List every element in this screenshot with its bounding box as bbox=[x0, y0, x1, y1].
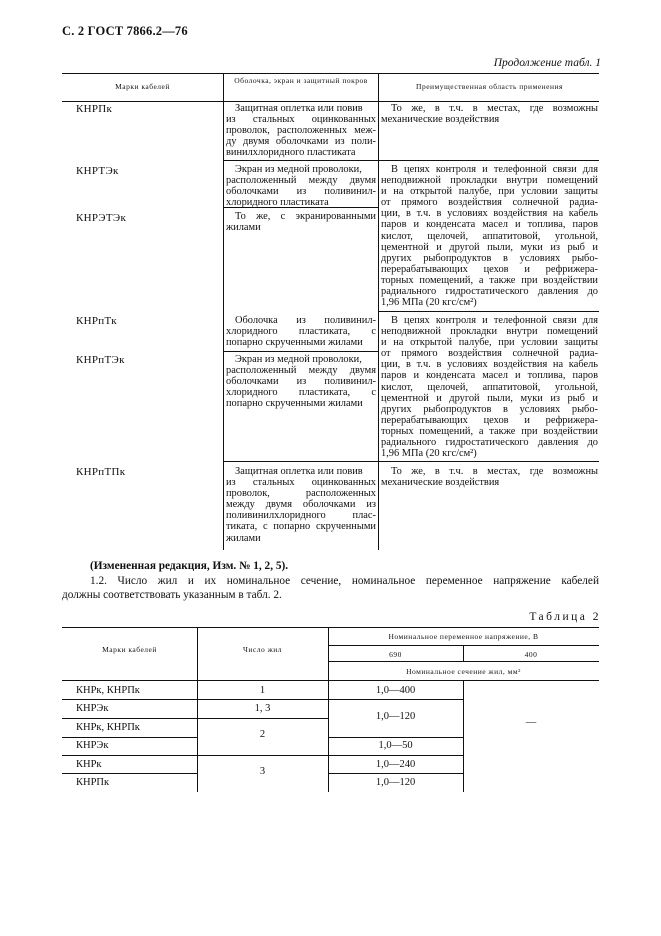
cover-line: Защитная оплетка или повив bbox=[235, 466, 363, 477]
cover-line: оболочками из поливинил- bbox=[226, 186, 376, 198]
cover-line: жилами bbox=[226, 222, 261, 234]
cover-line: расположенный между двумя bbox=[226, 175, 376, 187]
area-line: механические воздействия bbox=[381, 477, 500, 489]
table1-mark: КНРпТЭк bbox=[76, 354, 125, 366]
area-line: и на открытой палубе, при условии защиты bbox=[381, 337, 598, 349]
area-line: В цепях контроля и телефонной связи для bbox=[391, 164, 598, 175]
table2-cores: 3 bbox=[259, 766, 266, 777]
table2-cores: 1, 3 bbox=[254, 703, 271, 714]
table2-header-400: 400 bbox=[524, 650, 538, 659]
table1-row-rule bbox=[223, 461, 378, 462]
cover-line: попарно скрученными жилами bbox=[226, 398, 363, 410]
area-line: радиального гидростатического давления до bbox=[381, 286, 598, 298]
table2-header-marks: Марки кабелей bbox=[102, 645, 157, 654]
area-line: паров и конденсата масел и топлива, паров bbox=[381, 219, 598, 231]
area-line: от прямого воздействия солнечной радиа- bbox=[381, 197, 598, 209]
table2-header-voltage: Номинальное переменное напряжение, В bbox=[388, 632, 539, 641]
table2-header-rule bbox=[62, 680, 599, 681]
area-line: цементной и другой пыли, муки из рыб и bbox=[381, 241, 598, 253]
table2-row-rule bbox=[328, 773, 463, 774]
table2-section-400-dash: — bbox=[525, 717, 537, 728]
cover-line: То же, с экранированными bbox=[235, 211, 376, 222]
table2-section-690: 1,0—50 bbox=[378, 740, 413, 751]
table2-mark: КНРЭк bbox=[76, 703, 109, 714]
cover-line: проволок, расположенных bbox=[226, 488, 376, 500]
table1-area-group-2 bbox=[381, 315, 598, 459]
area-line: цементной и другой пыли, муки из рыб и bbox=[381, 392, 598, 404]
table2-section-690: 1,0—240 bbox=[375, 759, 416, 770]
cover-line: ду двумя оболочками из поли- bbox=[226, 136, 376, 148]
table2-row-rule bbox=[62, 755, 463, 756]
area-line: неподвижной прокладки внутри помещений bbox=[381, 326, 598, 338]
table1-cover-cell bbox=[226, 466, 376, 544]
cover-line: Оболочка из поливинил- bbox=[235, 315, 376, 326]
table1-row-rule bbox=[223, 160, 378, 161]
table2-header-690: 690 bbox=[389, 650, 402, 659]
table2-row-rule bbox=[328, 737, 463, 738]
table1-cover-cell bbox=[226, 164, 376, 208]
table1-mark: КНРЭТЭк bbox=[76, 212, 127, 224]
table2-top-rule bbox=[62, 627, 599, 628]
table2-mark: КНРк bbox=[76, 759, 102, 770]
table1-area-cell bbox=[381, 103, 598, 125]
table2-mark: КНРк, КНРПк bbox=[76, 685, 140, 696]
table1-cover-cell bbox=[226, 211, 376, 233]
cover-line: попарно скрученными жилами bbox=[226, 337, 363, 349]
cover-line: винилхлоридного пластиката bbox=[226, 147, 356, 159]
table1-area-cell bbox=[381, 466, 598, 488]
area-line: и на открытой палубе, при условии защиты bbox=[381, 186, 598, 198]
cover-line: Экран из медной проволоки, bbox=[235, 164, 362, 175]
table1-col-divider-1 bbox=[223, 73, 224, 550]
area-line: торных помещений, а также при воздействии bbox=[381, 425, 598, 437]
paragraph-1-2-line-1: 1.2. Число жил и их номинальное сечение, номинальное переменное напряжение кабелей bbox=[90, 575, 599, 587]
table2-section-690: 1,0—120 bbox=[375, 711, 416, 722]
table1-area-group-1 bbox=[381, 164, 598, 308]
cover-line: расположенный между двумя bbox=[226, 365, 376, 377]
table1-cover-cell bbox=[226, 103, 376, 158]
table1-header-marks: Марки кабелей bbox=[115, 82, 170, 91]
amendment-note: (Измененная редакция, Изм. № 1, 2, 5). bbox=[90, 560, 289, 572]
table-2-title: Таблица 2 bbox=[529, 611, 601, 623]
table1-row-rule bbox=[378, 461, 599, 462]
table1-header-rule bbox=[62, 101, 599, 102]
area-line: То же, в т.ч. в местах, где возможны bbox=[391, 466, 598, 477]
area-line: неподвижной прокладки внутри помещений bbox=[381, 175, 598, 187]
area-line: перерабатывающих цехов и рефрижера- bbox=[381, 263, 598, 275]
area-line: торных помещений, а также при воздействии bbox=[381, 274, 598, 286]
table2-voltage-values-rule bbox=[328, 661, 599, 662]
table2-row-rule bbox=[62, 737, 197, 738]
cover-line: тиката, с попарно скрученными bbox=[226, 521, 376, 533]
table1-row-rule bbox=[378, 160, 599, 161]
area-line: радиального гидростатического давления до bbox=[381, 437, 598, 449]
area-line: механические воздействия bbox=[381, 114, 500, 126]
cover-line: Экран из медной проволоки, bbox=[235, 354, 362, 365]
table1-header-cover: Оболочка, экран и защитный покров bbox=[234, 76, 368, 85]
table1-top-rule bbox=[62, 73, 599, 74]
area-line: от прямого воздействия солнечной радиа- bbox=[381, 348, 598, 360]
area-line: кислот, щелочей, аппатитовой, угольной, bbox=[381, 230, 598, 242]
cover-line: из стальных оцинкованных bbox=[226, 114, 376, 126]
table1-mark: КНРпТПк bbox=[76, 466, 126, 478]
cover-line: хлоридного пластиката, с bbox=[226, 326, 376, 338]
area-line: кислот, щелочей, аппатитовой, угольной, bbox=[381, 381, 598, 393]
cover-line: между двумя оболочками из bbox=[226, 499, 376, 511]
table1-mark: КНРпТк bbox=[76, 315, 117, 327]
table2-header-section: Номинальное сечение жил, мм² bbox=[406, 667, 521, 676]
area-line: ции, в т.ч. в условиях воздействия на кабель bbox=[381, 208, 598, 220]
page-header: С. 2 ГОСТ 7866.2—76 bbox=[62, 24, 188, 38]
area-line: В цепях контроля и телефонной связи для bbox=[391, 315, 598, 326]
table1-row-rule bbox=[223, 351, 378, 352]
table1-cover-cell bbox=[226, 354, 376, 409]
table2-mark: КНРк, КНРПк bbox=[76, 722, 140, 733]
cover-line: жилами bbox=[226, 532, 261, 544]
table2-cores: 2 bbox=[259, 729, 266, 740]
area-line: ции, в т.ч. в условиях воздействия на кабель bbox=[381, 359, 598, 371]
cover-line: хлоридного пластиката bbox=[226, 197, 329, 209]
cover-line: Защитная оплетка или повив bbox=[235, 103, 363, 114]
table2-section-690: 1,0—120 bbox=[375, 777, 416, 788]
cover-line: хлоридного пластиката, с bbox=[226, 387, 376, 399]
area-line: 1,96 МПа (20 кгс/см²) bbox=[381, 297, 477, 309]
table2-row-rule bbox=[197, 718, 328, 719]
paragraph-1-2-line-2: должны соответствовать указанным в табл. 2. bbox=[62, 589, 282, 601]
table-continuation-label: Продолжение табл. 1 bbox=[493, 57, 601, 69]
table2-mark: КНРПк bbox=[76, 777, 110, 788]
table2-header-cores: Число жил bbox=[242, 645, 283, 654]
cover-line: оболочками из поливинил- bbox=[226, 376, 376, 388]
area-line: То же, в т.ч. в местах, где возможны bbox=[391, 103, 598, 114]
table2-row-rule bbox=[62, 699, 463, 700]
table1-mark: КНРПк bbox=[76, 103, 113, 115]
table1-row-rule bbox=[378, 311, 599, 312]
cover-line: из стальных оцинкованных bbox=[226, 477, 376, 489]
area-line: паров и конденсата масел и топлива, паров bbox=[381, 370, 598, 382]
area-line: перерабатывающих цехов и рефрижера- bbox=[381, 414, 598, 426]
table2-row-rule bbox=[62, 773, 197, 774]
table1-mark: КНРТЭк bbox=[76, 165, 119, 177]
table1-cover-cell bbox=[226, 315, 376, 348]
cover-line: поливинилхлоридного плас- bbox=[226, 510, 376, 522]
table2-mark: КНРЭк bbox=[76, 740, 109, 751]
table2-col-divider-3b bbox=[463, 680, 464, 792]
table2-section-690: 1,0—400 bbox=[375, 685, 416, 696]
cover-line: проволок, расположенных меж- bbox=[226, 125, 376, 137]
table1-header-area: Преимущественная область применения bbox=[416, 82, 563, 91]
area-line: 1,96 МПа (20 кгс/см²) bbox=[381, 448, 477, 460]
table2-cores: 1 bbox=[259, 685, 266, 696]
area-line: других рыбопродуктов в условиях рыбо- bbox=[381, 403, 598, 415]
area-line: других рыбопродуктов в условиях рыбо- bbox=[381, 252, 598, 264]
